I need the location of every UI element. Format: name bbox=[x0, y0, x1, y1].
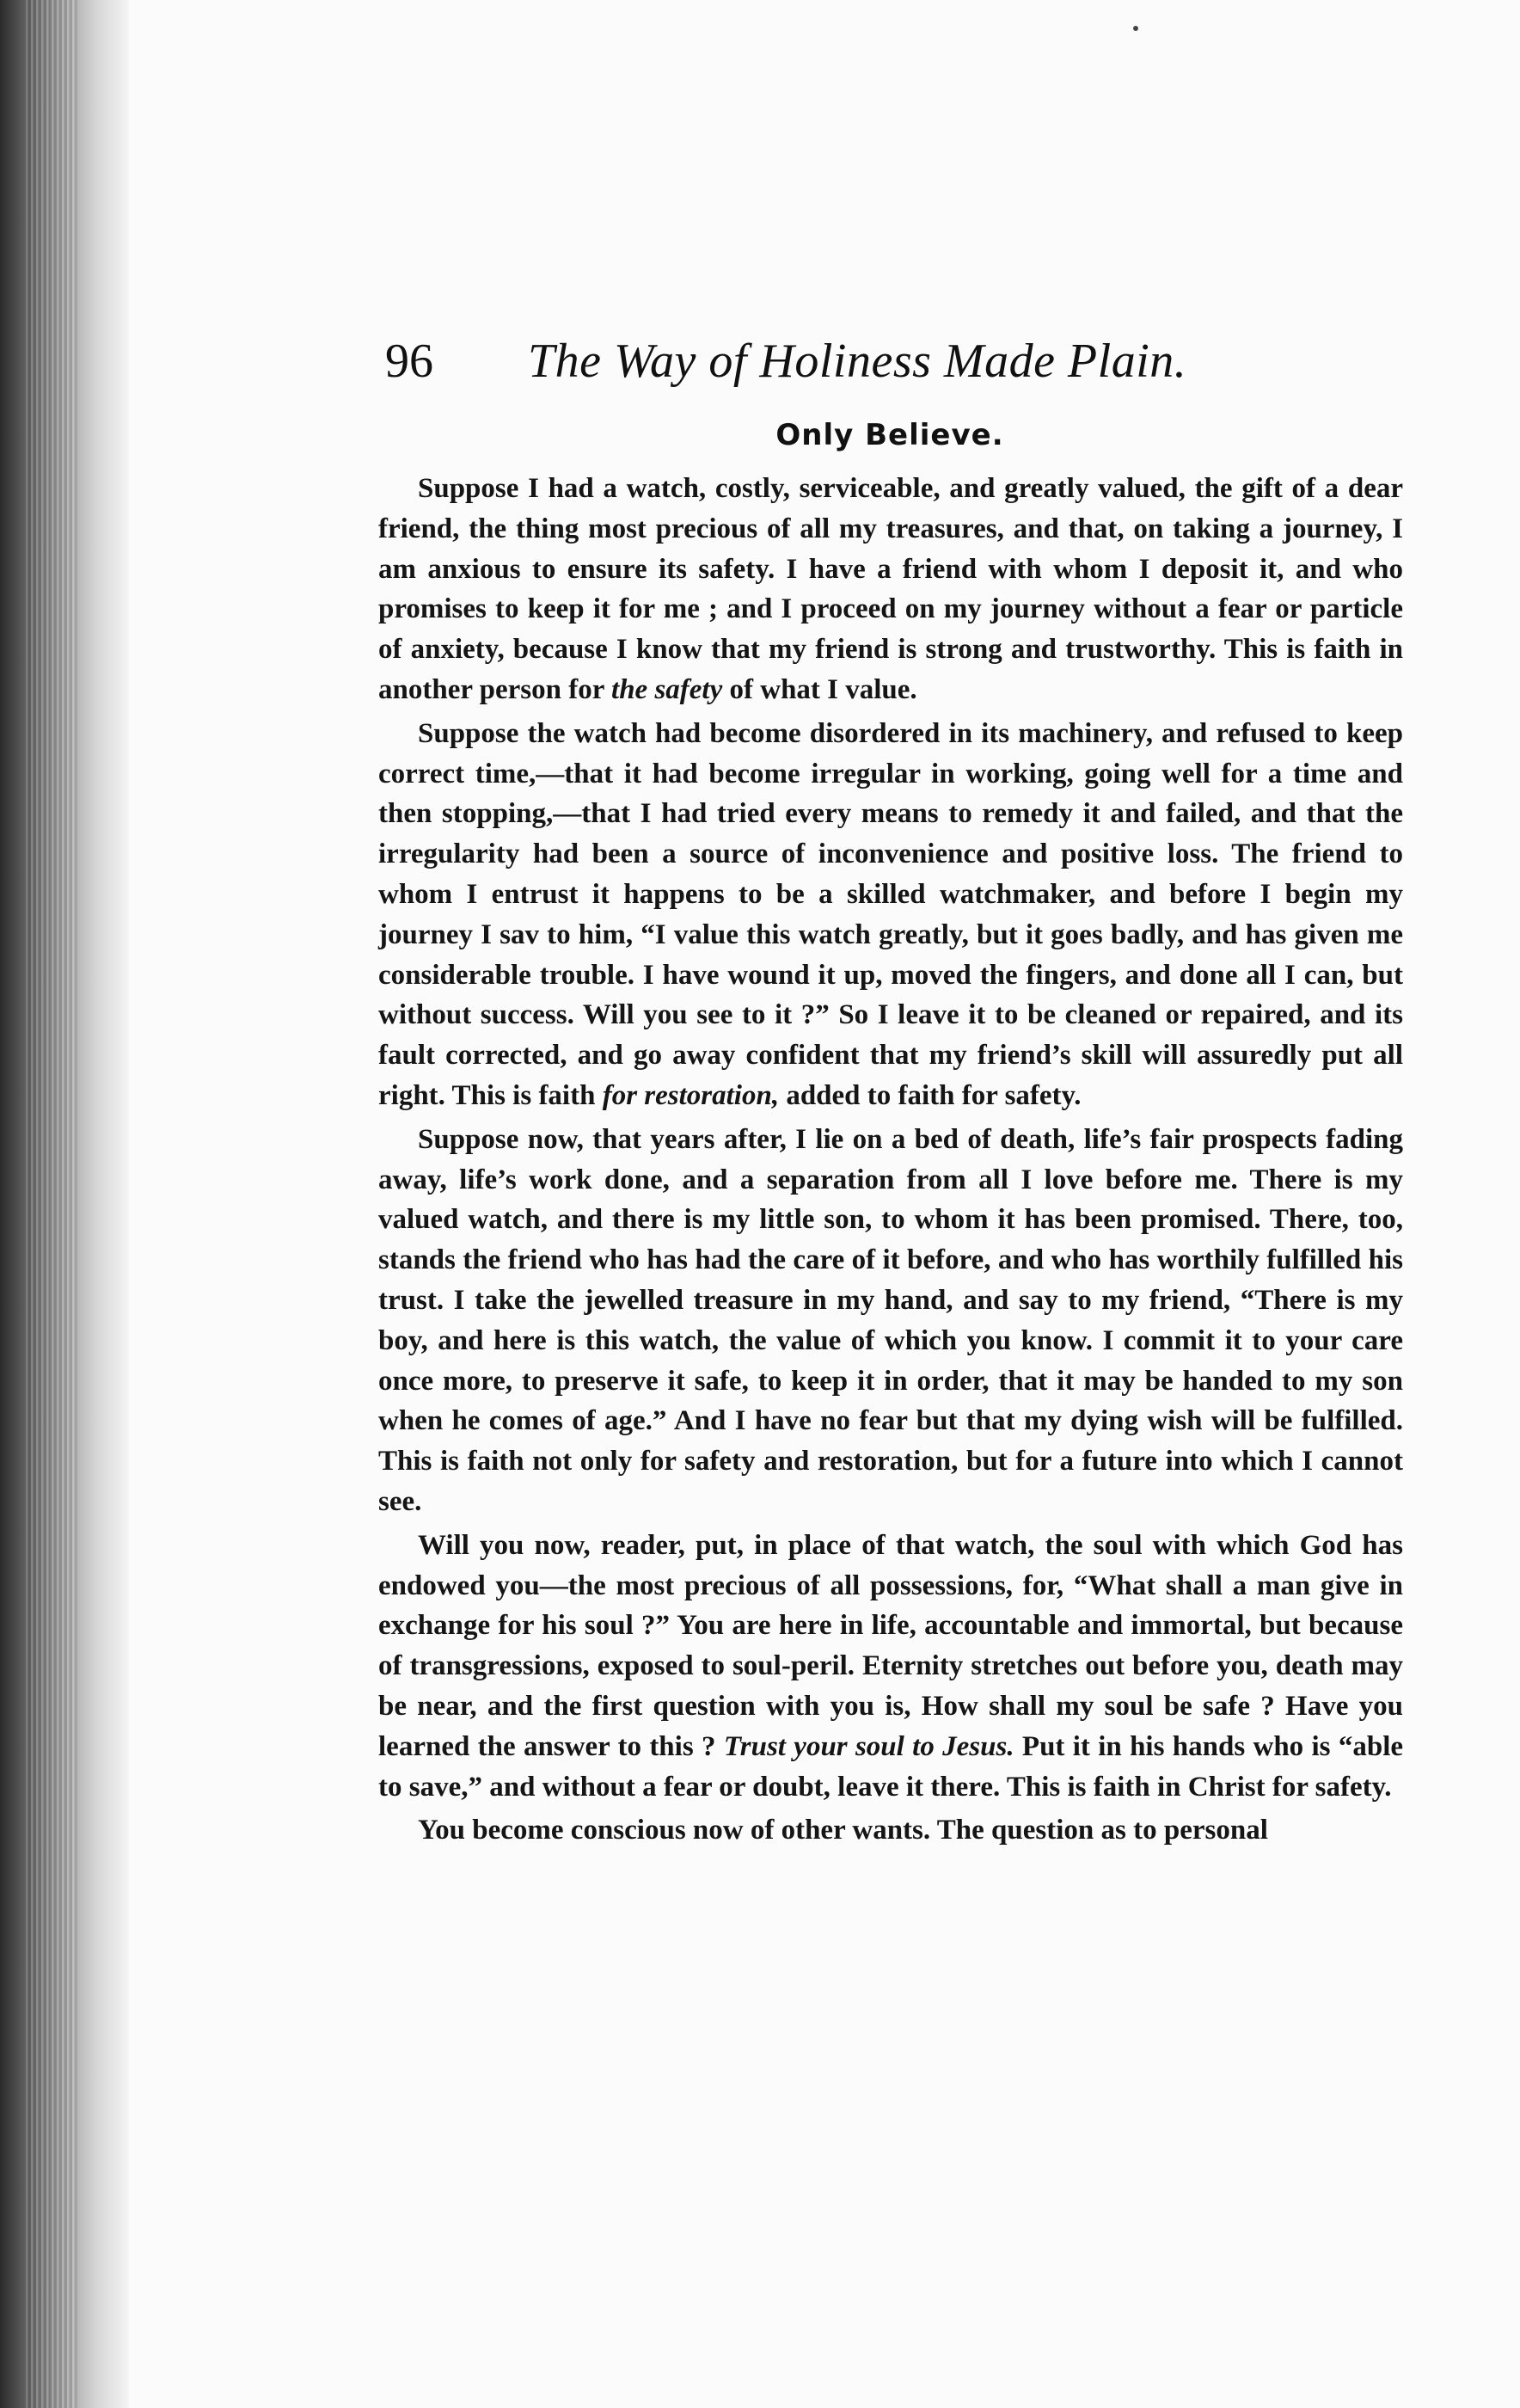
text-run: Suppose I had a watch, costly, serviceable, and greatly valued, the gift of a dear friend, the thing most precious of all my treasures, and that, on taking a journey, I am anxious to ensure its safety. I have a friend with whom I deposit it, and who promises to keep it for me ; and I proceed on my journey without a fear or particle of anxiety, because I know that my friend is strong and trustworthy. This is faith in another person for bbox=[378, 473, 1403, 705]
body-text bbox=[378, 469, 1403, 1851]
text-run: added to faith for safety. bbox=[779, 1079, 1082, 1111]
italic-text: for restoration, bbox=[602, 1079, 780, 1111]
text-run: You become conscious now of other wants. The question as to personal bbox=[418, 1815, 1268, 1846]
text-run: of what I value. bbox=[722, 673, 917, 705]
speck bbox=[1133, 26, 1138, 31]
text-run: Suppose the watch had become disordered in its machinery, and refused to keep correct time,—that it had become irregular in working, going well for a time and then stopping,—that I had tried every means to remedy it and failed, and that the irregularity had been a source of inconvenience and positive loss. The friend to whom I entrust it happens to be a skilled watchmaker, and before I begin my journey I sav to him, “I value this watch greatly, but it goes badly, and has given me considerable trouble. I have wound it up, moved the fingers, and done all I can, but without success. Will you see to it ?” So I leave it to be cleaned or repaired, and its fault corrected, and go away confident that my friend’s skill will assuredly put all right. This is faith bbox=[378, 717, 1403, 1111]
text-run: Suppose now, that years after, I lie on a bed of death, life’s fair prospects fading away, life’s work done, and a separation from all I love before me. There is my valued watch, and there is my little son, to whom it has been promised. There, too, stands the friend who has had the care of it before, and who has worthily fulfilled his trust. I take the jewelled treasure in my hand, and say to my friend, “There is my boy, and here is this watch, the value of which you know. I commit it to your care once more, to preserve it safe, to keep it in order, that it may be handed to my son when he comes of age.” And I have no fear but that my dying wish will be fulfilled. This is faith not only for safety and restoration, but for a future into which I cannot see. bbox=[378, 1123, 1403, 1517]
page-header bbox=[385, 334, 1400, 402]
running-title: The Way of Holiness Made Plain. bbox=[528, 335, 1187, 388]
page-edges bbox=[26, 0, 77, 2408]
paragraph bbox=[378, 469, 1403, 710]
italic-text: Trust your soul to Jesus. bbox=[723, 1730, 1014, 1762]
text-run: Put it in his hands who is “able to save,” and without a fear or doubt, leave it there. This is faith in Christ for safety. bbox=[378, 1730, 1404, 1803]
section-title: Only Believe. bbox=[775, 418, 1004, 452]
paragraph bbox=[378, 714, 1403, 1116]
paragraph bbox=[378, 1120, 1403, 1522]
paragraph bbox=[378, 1810, 1403, 1851]
italic-text: the safety bbox=[611, 673, 723, 705]
page-number: 96 bbox=[385, 335, 433, 388]
paragraph bbox=[378, 1526, 1403, 1808]
text-run: Will you now, reader, put, in place of that watch, the soul with which God has endowed you—the most precious of all possessions, for, “What shall a man give in exchange for his soul ?” You are here in life, accountable and immortal, but because of transgressions, exposed to soul-peril. Eternity stretches out before you, death may be near, and the first question with you is, How shall my soul be safe ? Have you learned the answer to this ? bbox=[378, 1529, 1403, 1762]
